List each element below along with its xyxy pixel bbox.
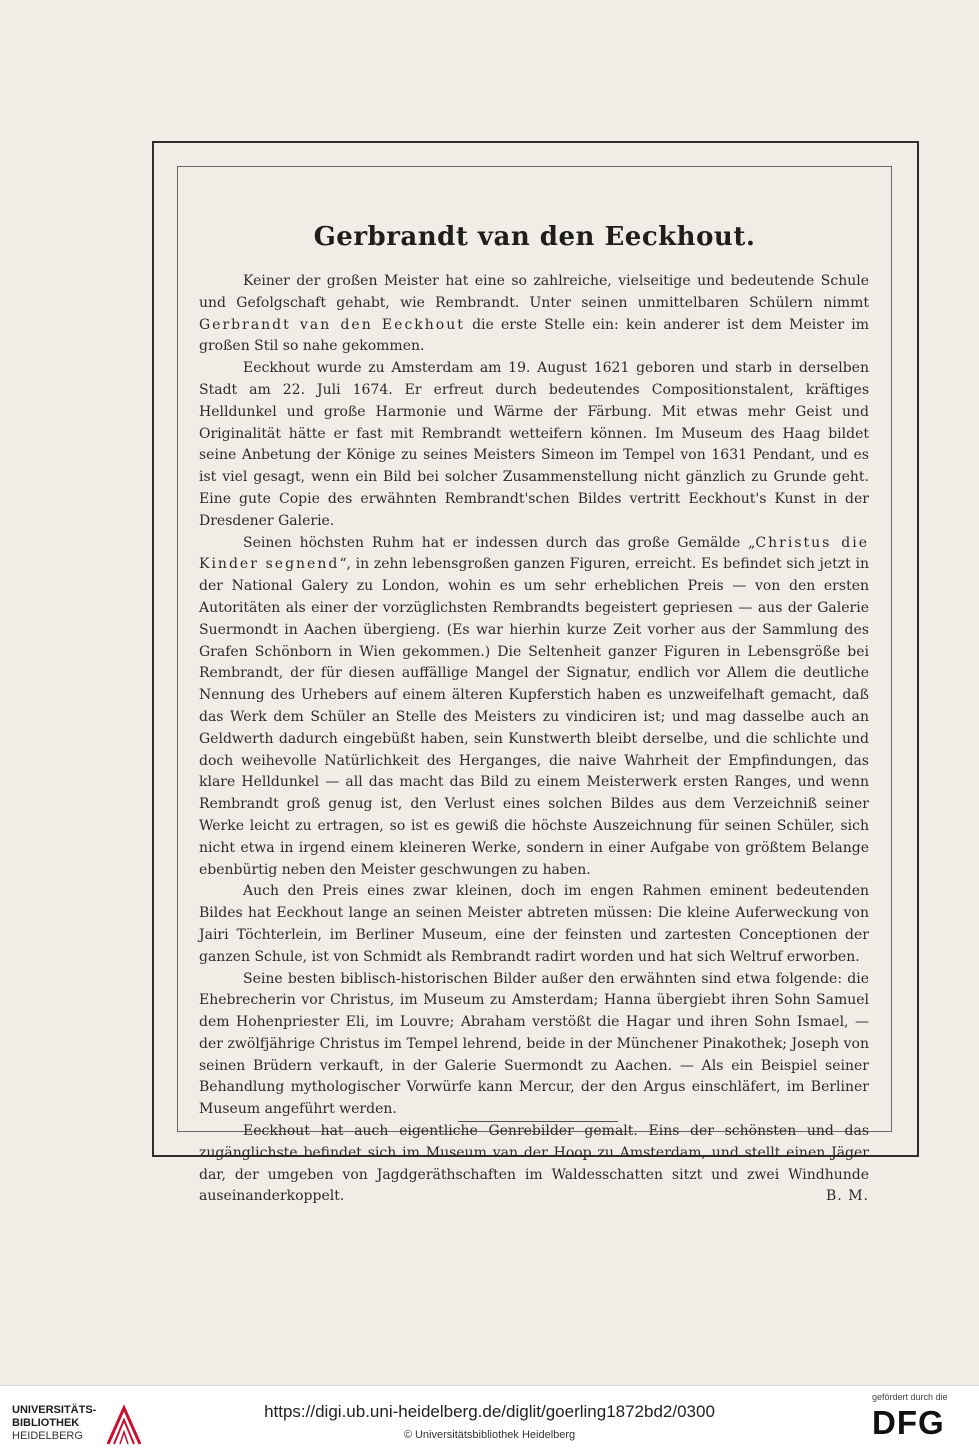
library-logo-icon bbox=[102, 1404, 144, 1448]
copyright-notice: © Universitätsbibliothek Heidelberg bbox=[403, 1429, 576, 1441]
library-logo-text: UNIVERSITÄTS- BIBLIOTHEK HEIDELBERG bbox=[12, 1404, 97, 1442]
outer-border-frame bbox=[152, 141, 919, 1205]
author-signature: B. M. bbox=[826, 1188, 869, 1205]
viewer-footer bbox=[0, 1385, 979, 1454]
article-body bbox=[199, 271, 869, 1208]
paragraph-5: Seine besten biblisch-historischen Bilder außer den erwähnten sind etwa folgende: die Ehebrecherin vor Christus, im Museum zu Amsterdam; Hanna übergiebt ihren Sohn Samuel dem Hohenpriester Eli, im Louvre; Abraham verstößt die Hagar und ihren Sohn Ismael, — der zwölfjährige Christus im Tempel lehrend, beide in der Münchener Pinakothek; Joseph von seinen Brüdern verkauft, in der Galerie Suermondt zu Aachen. — Als ein Beispiel seiner Behandlung mythologischer Vorwürfe kann Mercur, der den Argus einschläfert, im Berliner Museum angeführt werden. bbox=[199, 970, 869, 1118]
end-divider bbox=[458, 1121, 618, 1122]
paragraph-3: Seinen höchsten Ruhm hat er indessen durch das große Gemälde „Christus die Kinder segnend“, in zehn lebensgroßen ganzen Figuren, erreicht. Es befindet sich jetzt in der National Galery zu London, wohin es um sehr erheblichen Preis — von den ersten Autoritäten als einer der vorzüglichsten Rembrandts begeistert gepriesen — aus der Galerie Suermondt in Aachen übergieng. (Es war hierhin kurze Zeit vorher aus der Sammlung des Grafen Schönborn in Wien gekommen.) Die Seltenheit ganzer Figuren in Lebensgröße bei Rembrandt, der für diesen auffällige Mangel der Signatur, endlich vor Allem die deutliche Nennung des Urhebers auf einem älteren Kupferstich haben es unzweifelhaft gemacht, daß das Werk dem Schüler an Stelle des Meisters zu vindiciren ist; und mag dasselbe auch an Geldwerth dadurch eingebüßt haben, sein Kunstwerth bleibt derselbe, und die schlichte und doch weihevolle Natürlichkeit des Herganges, die naive Wahrheit der Empfindungen, das klare Helldunkel — all das macht das Bild zu einem Meisterwerk ersten Ranges, und wenn Rembrandt groß genug ist, den Verlust eines solchen Bildes aus dem Verzeichniß seiner Werke leicht zu ertragen, so ist es gewiß die höchste Auszeichnung für seinen Schüler, sich nicht etwa in irgend einem kleineren Werke, sondern in einer Aufgabe von größtem Belange ebenbürtig neben den Meister geschwungen zu haben. bbox=[199, 534, 870, 878]
painting-title-spaced: Christus die Kinder segnend bbox=[199, 534, 869, 573]
paragraph-4: Auch den Preis eines zwar kleinen, doch im engen Rahmen eminent bedeutenden Bildes hat Eeckhout lange an seinen Meister abtreten müssen: Die kleine Auferweckung von Jairi Töchterlein, im Berliner Museum, eine der feinsten und zartesten Conceptionen der ganzen Schule, ist von Schmidt als Rembrandt radirt worden und hat sich Weltruf erworben. bbox=[199, 883, 869, 965]
artist-name-spaced: Gerbrandt van den Eeckhout bbox=[199, 316, 465, 333]
library-logo[interactable] bbox=[12, 1404, 142, 1448]
paragraph-6: Eeckhout hat auch eigentliche Genrebilder gemalt. Eins der schönsten und das zugänglichste befindet sich im Museum van der Hoop zu Amsterdam, und stellt einen Jäger dar, der umgeben von Jagdgeräthschaften im Waldesschatten sitzt und zwei Windhunde auseinanderkoppelt. B. M. bbox=[199, 1121, 869, 1208]
paragraph-2: Eeckhout wurde zu Amsterdam am 19. August 1621 geboren und starb in derselben Stadt am 22. Juli 1674. Er erfreut durch bedeutendes Compositionstalent, kräftiges Helldunkel und große Harmonie und Wärme der Färbung. Mit etwas mehr Geist und Originalität hätte er fast mit Rembrandt wetteifern können. Im Museum des Haag bildet seine Anbetung der Könige zu seines Meisters Simeon im Tempel von 1631 Pendant, und es ist viel gesagt, wenn ein Bild bei solcher Zusammenstellung nicht gänzlich zu Grunde geht. Eine gute Copie des erwähnten Rembrandt'schen Bildes vertritt Eeckhout's Kunst in der Dresdener Galerie. bbox=[199, 360, 869, 529]
dfg-logo[interactable]: DFG bbox=[872, 1404, 945, 1441]
page-title: Gerbrandt van den Eeckhout. bbox=[313, 222, 756, 252]
funded-by-label: gefördert durch die bbox=[872, 1392, 948, 1402]
inner-border-frame bbox=[177, 166, 892, 1205]
permalink-url[interactable]: https://digi.ub.uni-heidelberg.de/diglit/goerling1872bd2/0300 bbox=[264, 1402, 715, 1421]
paragraph-1: Keiner der großen Meister hat eine so zahlreiche, vielseitige und bedeutende Schule und Gefolgschaft gehabt, wie Rembrandt. Unter seinen unmittelbaren Schülern nimmt Gerbrandt van den Eeckhout die erste Stelle ein: kein anderer ist dem Meister im großen Stil so nahe gekommen. bbox=[199, 273, 869, 355]
